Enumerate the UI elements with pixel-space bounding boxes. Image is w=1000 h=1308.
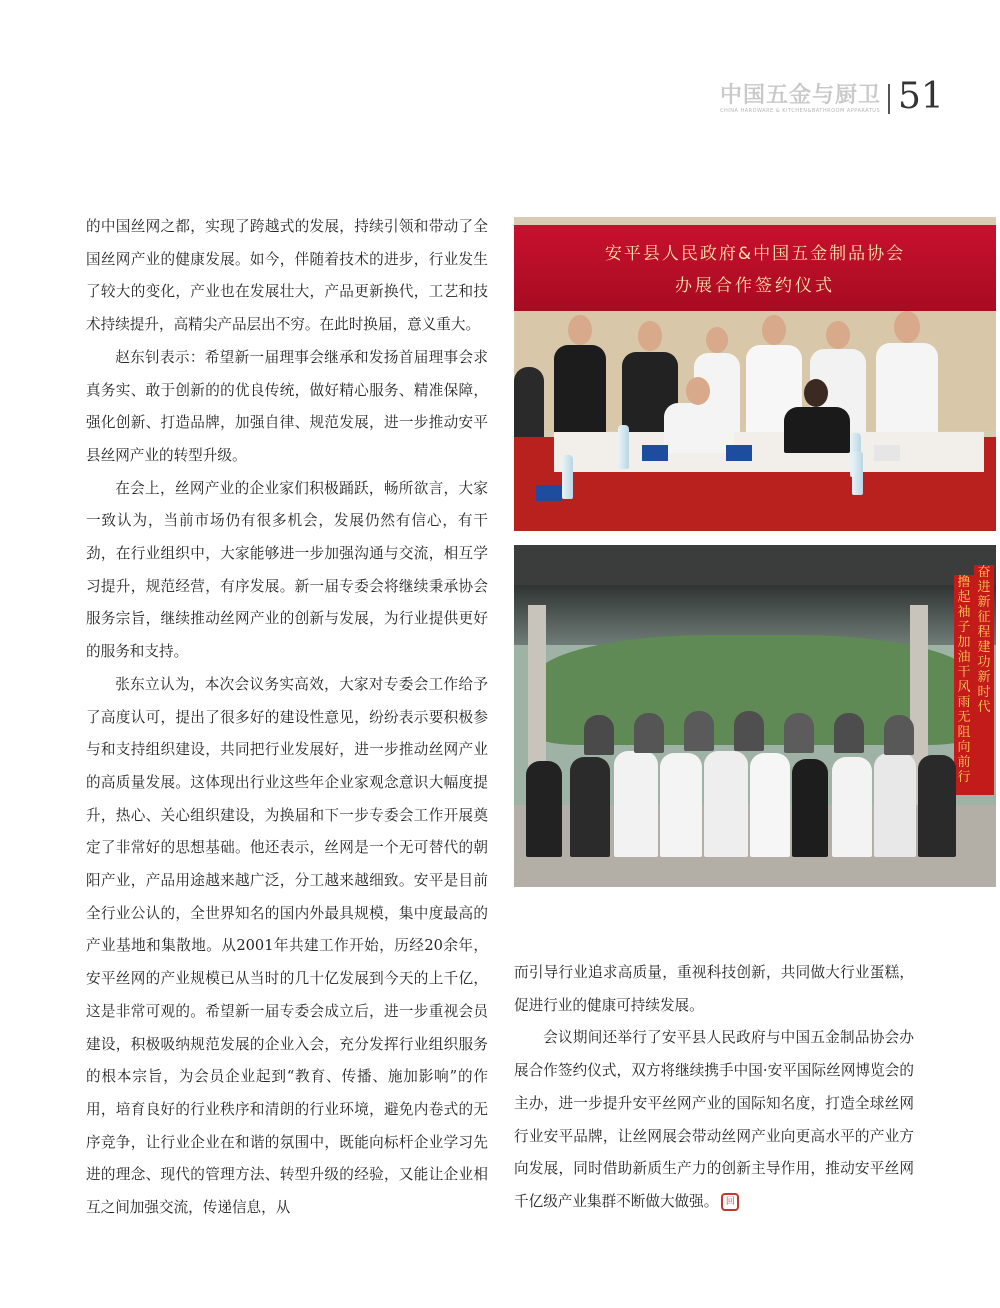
ceremony-banner: [514, 225, 996, 311]
group-photo: [514, 545, 996, 887]
banner-text: 奋进新征程 建功新时代: [977, 565, 991, 715]
person-head: [804, 379, 828, 407]
banner-text: 撸起袖子加油干 风雨无阻向前行: [957, 575, 971, 785]
left-text-column: [86, 211, 488, 1225]
nameplate: [536, 485, 562, 501]
person-head: [686, 377, 710, 405]
paragraph: 的中国丝网之都，实现了跨越式的发展，持续引领和带动了全国丝网产业的健康发展。如今，伴随着技术的进步，行业发生了较大的变化，产业也在发展壮大，产品更新换代，工艺和技术持续提升，高精尖产品层出不穷。在此时换届，意义重大。: [86, 218, 488, 334]
right-text-column: [514, 957, 914, 1219]
paragraph: 赵东钊表示：希望新一届理事会继承和发扬首届理事会求真务实、敢于创新的的优良传统，做好精心服务、精准保障，强化创新、打造品牌，加强自律、规范发展，进一步推动安平县丝网产业的转型升级。: [86, 348, 488, 464]
red-banner-left: [974, 565, 994, 795]
article-end-icon: 回: [721, 1193, 739, 1211]
person-figure: [660, 753, 702, 857]
magazine-title: 中国五金与厨卫: [720, 83, 882, 108]
person-figure: [832, 757, 872, 857]
nameplate: [874, 445, 900, 461]
person-figure: [792, 759, 828, 857]
person-figure: [750, 753, 790, 857]
banner-line-1: 安平县人民政府&中国五金制品协会: [604, 244, 906, 264]
person-figure: [526, 761, 562, 857]
seated-signer: [784, 407, 850, 453]
paragraph: [514, 1022, 914, 1218]
water-bottle: [562, 455, 573, 499]
person-figure: [918, 755, 956, 857]
person-figure: [704, 751, 748, 857]
nameplate: [642, 445, 668, 461]
person-figure: [634, 713, 664, 753]
header-divider: [888, 84, 890, 114]
person-head: [894, 311, 920, 343]
seated-signer: [664, 403, 734, 453]
person-head: [706, 327, 728, 353]
person-figure: [734, 711, 764, 751]
person-figure: [874, 753, 916, 857]
signing-ceremony-photo: [514, 217, 996, 531]
magazine-subtitle: CHINA HARDWARE & KITCHEN&BATHROOM APPARATUS: [720, 108, 881, 114]
person-head: [762, 315, 786, 345]
banner-line-2: 办展合作签约仪式: [675, 276, 835, 296]
paragraph-text: 会议期间还举行了安平县人民政府与中国五金制品协会办展合作签约仪式，双方将继续携手中国·安平国际丝网博览会的主办，进一步提升安平丝网产业的国际知名度，打造全球丝网行业安平品牌，让丝网展会带动丝网产业向更高水平的产业方向发展，同时借助新质生产力的创新主导作用，推动安平丝网千亿级产业集群不断做大做强。: [514, 1029, 914, 1210]
person-figure: [584, 715, 614, 755]
water-bottle: [618, 425, 629, 469]
person-figure: [884, 715, 914, 755]
water-bottle: [852, 451, 863, 495]
person-head: [826, 321, 850, 349]
red-banner-right: [954, 575, 974, 795]
person-figure: [570, 757, 610, 857]
paragraph: 在会上，丝网产业的企业家们积极踊跃，畅所欲言，大家一致认为，当前市场仍有很多机会，发展仍然有信心，有干劲，在行业组织中，大家能够进一步加强沟通与交流，相互学习提升，规范经营，有序发展。新一届专委会将继续秉承协会服务宗旨，继续推动丝网产业的创新与发展，为行业提供更好的服务和支持。: [86, 479, 488, 661]
person-figure: [614, 751, 658, 857]
page-number: 51: [898, 76, 944, 117]
nameplate: [726, 445, 752, 461]
person-head: [638, 321, 662, 351]
person-figure: [834, 713, 864, 753]
paragraph: 而引导行业追求高质量，重视科技创新，共同做大行业蛋糕，促进行业的健康可持续发展。: [514, 964, 914, 1014]
person-figure: [684, 711, 714, 751]
person-head: [568, 315, 592, 345]
person-figure: [784, 713, 814, 753]
paragraph: 张东立认为，本次会议务实高效，大家对专委会工作给予了高度认可，提出了很多好的建设性意见，纷纷表示要积极参与和支持组织建设，共同把行业发展好，进一步推动丝网产业的高质量发展。这体现出行业这些年企业家观念意识大幅度提升，热心、关心组织建设，为换届和下一步专委会工作开展奠定了非常好的思想基础。他还表示，丝网是一个无可替代的朝阳产业，产品用途越来越广泛，分工越来越细致。安平是目前全行业公认的，全世界知名的国内外最具规模，集中度最高的产业基地和集散地。从2001年共建工作开始，历经20余年，安平丝网的产业规模已从当时的几十亿发展到今天的上千亿，这是非常可观的。希望新一届专委会成立后，进一步重视会员建设，积极吸纳规范发展的企业入会，充分发挥行业组织服务的根本宗旨，为会员企业起到“教育、传播、施加影响”的作用，培育良好的行业秩序和清朗的行业环境，避免内卷式的无序竞争，让行业企业在和谐的氛围中，既能向标杆企业学习先进的理念、现代的管理方法、转型升级的经验，又能让企业相互之间加强交流，传递信息，从: [86, 675, 488, 1217]
magazine-masthead: [720, 78, 890, 118]
building-roof: [514, 545, 996, 585]
